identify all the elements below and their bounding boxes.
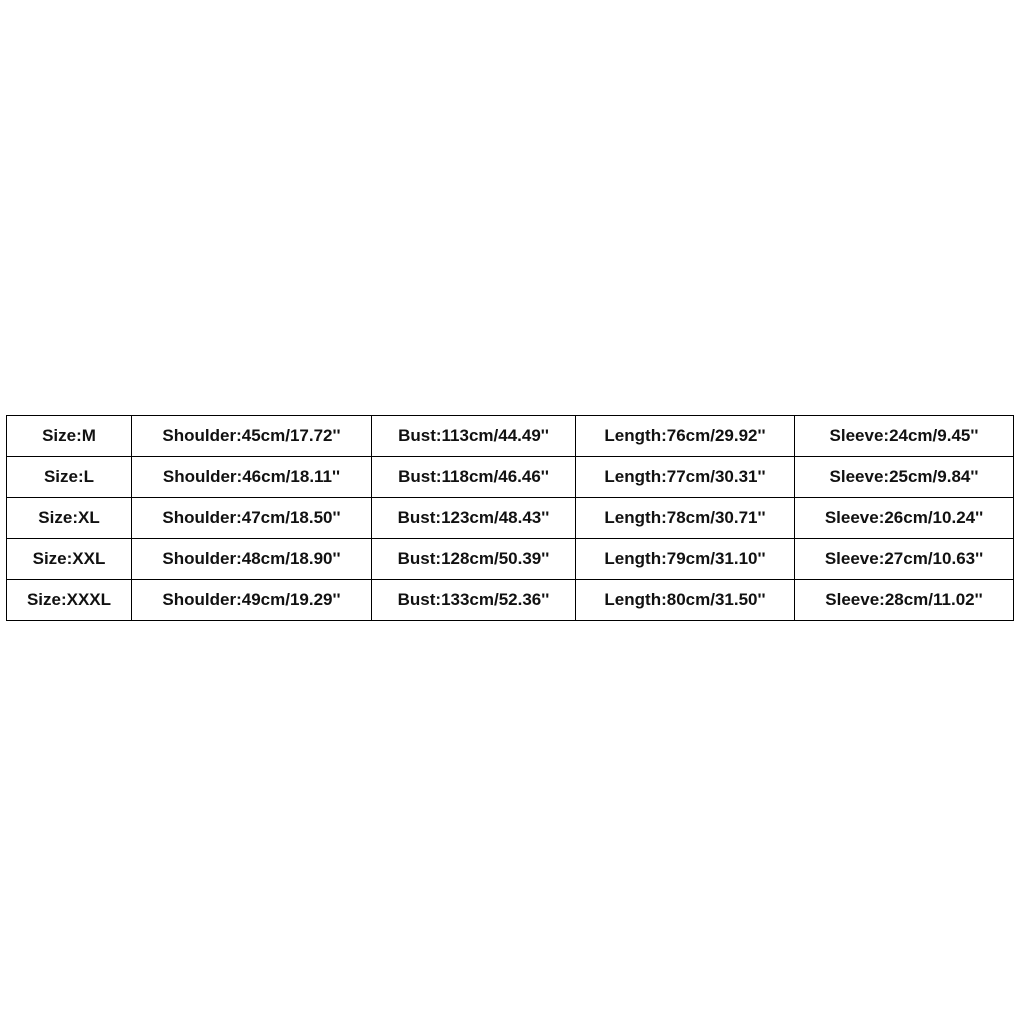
shoulder-cell: Shoulder:45cm/17.72''	[132, 416, 372, 457]
size-cell: Size:L	[7, 457, 132, 498]
table-row	[7, 539, 1014, 580]
table-row	[7, 498, 1014, 539]
size-cell: Size:XXL	[7, 539, 132, 580]
bust-cell: Bust:113cm/44.49''	[372, 416, 576, 457]
shoulder-cell: Shoulder:48cm/18.90''	[132, 539, 372, 580]
length-cell: Length:77cm/30.31''	[576, 457, 795, 498]
table-row	[7, 457, 1014, 498]
length-cell: Length:76cm/29.92''	[576, 416, 795, 457]
size-chart-table	[6, 415, 1014, 621]
sleeve-cell: Sleeve:26cm/10.24''	[795, 498, 1014, 539]
sleeve-cell: Sleeve:27cm/10.63''	[795, 539, 1014, 580]
length-cell: Length:80cm/31.50''	[576, 580, 795, 621]
length-cell: Length:79cm/31.10''	[576, 539, 795, 580]
shoulder-cell: Shoulder:47cm/18.50''	[132, 498, 372, 539]
sleeve-cell: Sleeve:25cm/9.84''	[795, 457, 1014, 498]
shoulder-cell: Shoulder:49cm/19.29''	[132, 580, 372, 621]
sleeve-cell: Sleeve:28cm/11.02''	[795, 580, 1014, 621]
bust-cell: Bust:128cm/50.39''	[372, 539, 576, 580]
size-cell: Size:XL	[7, 498, 132, 539]
size-cell: Size:M	[7, 416, 132, 457]
shoulder-cell: Shoulder:46cm/18.11''	[132, 457, 372, 498]
bust-cell: Bust:123cm/48.43''	[372, 498, 576, 539]
table-row	[7, 416, 1014, 457]
length-cell: Length:78cm/30.71''	[576, 498, 795, 539]
bust-cell: Bust:133cm/52.36''	[372, 580, 576, 621]
size-cell: Size:XXXL	[7, 580, 132, 621]
sleeve-cell: Sleeve:24cm/9.45''	[795, 416, 1014, 457]
table-row	[7, 580, 1014, 621]
bust-cell: Bust:118cm/46.46''	[372, 457, 576, 498]
